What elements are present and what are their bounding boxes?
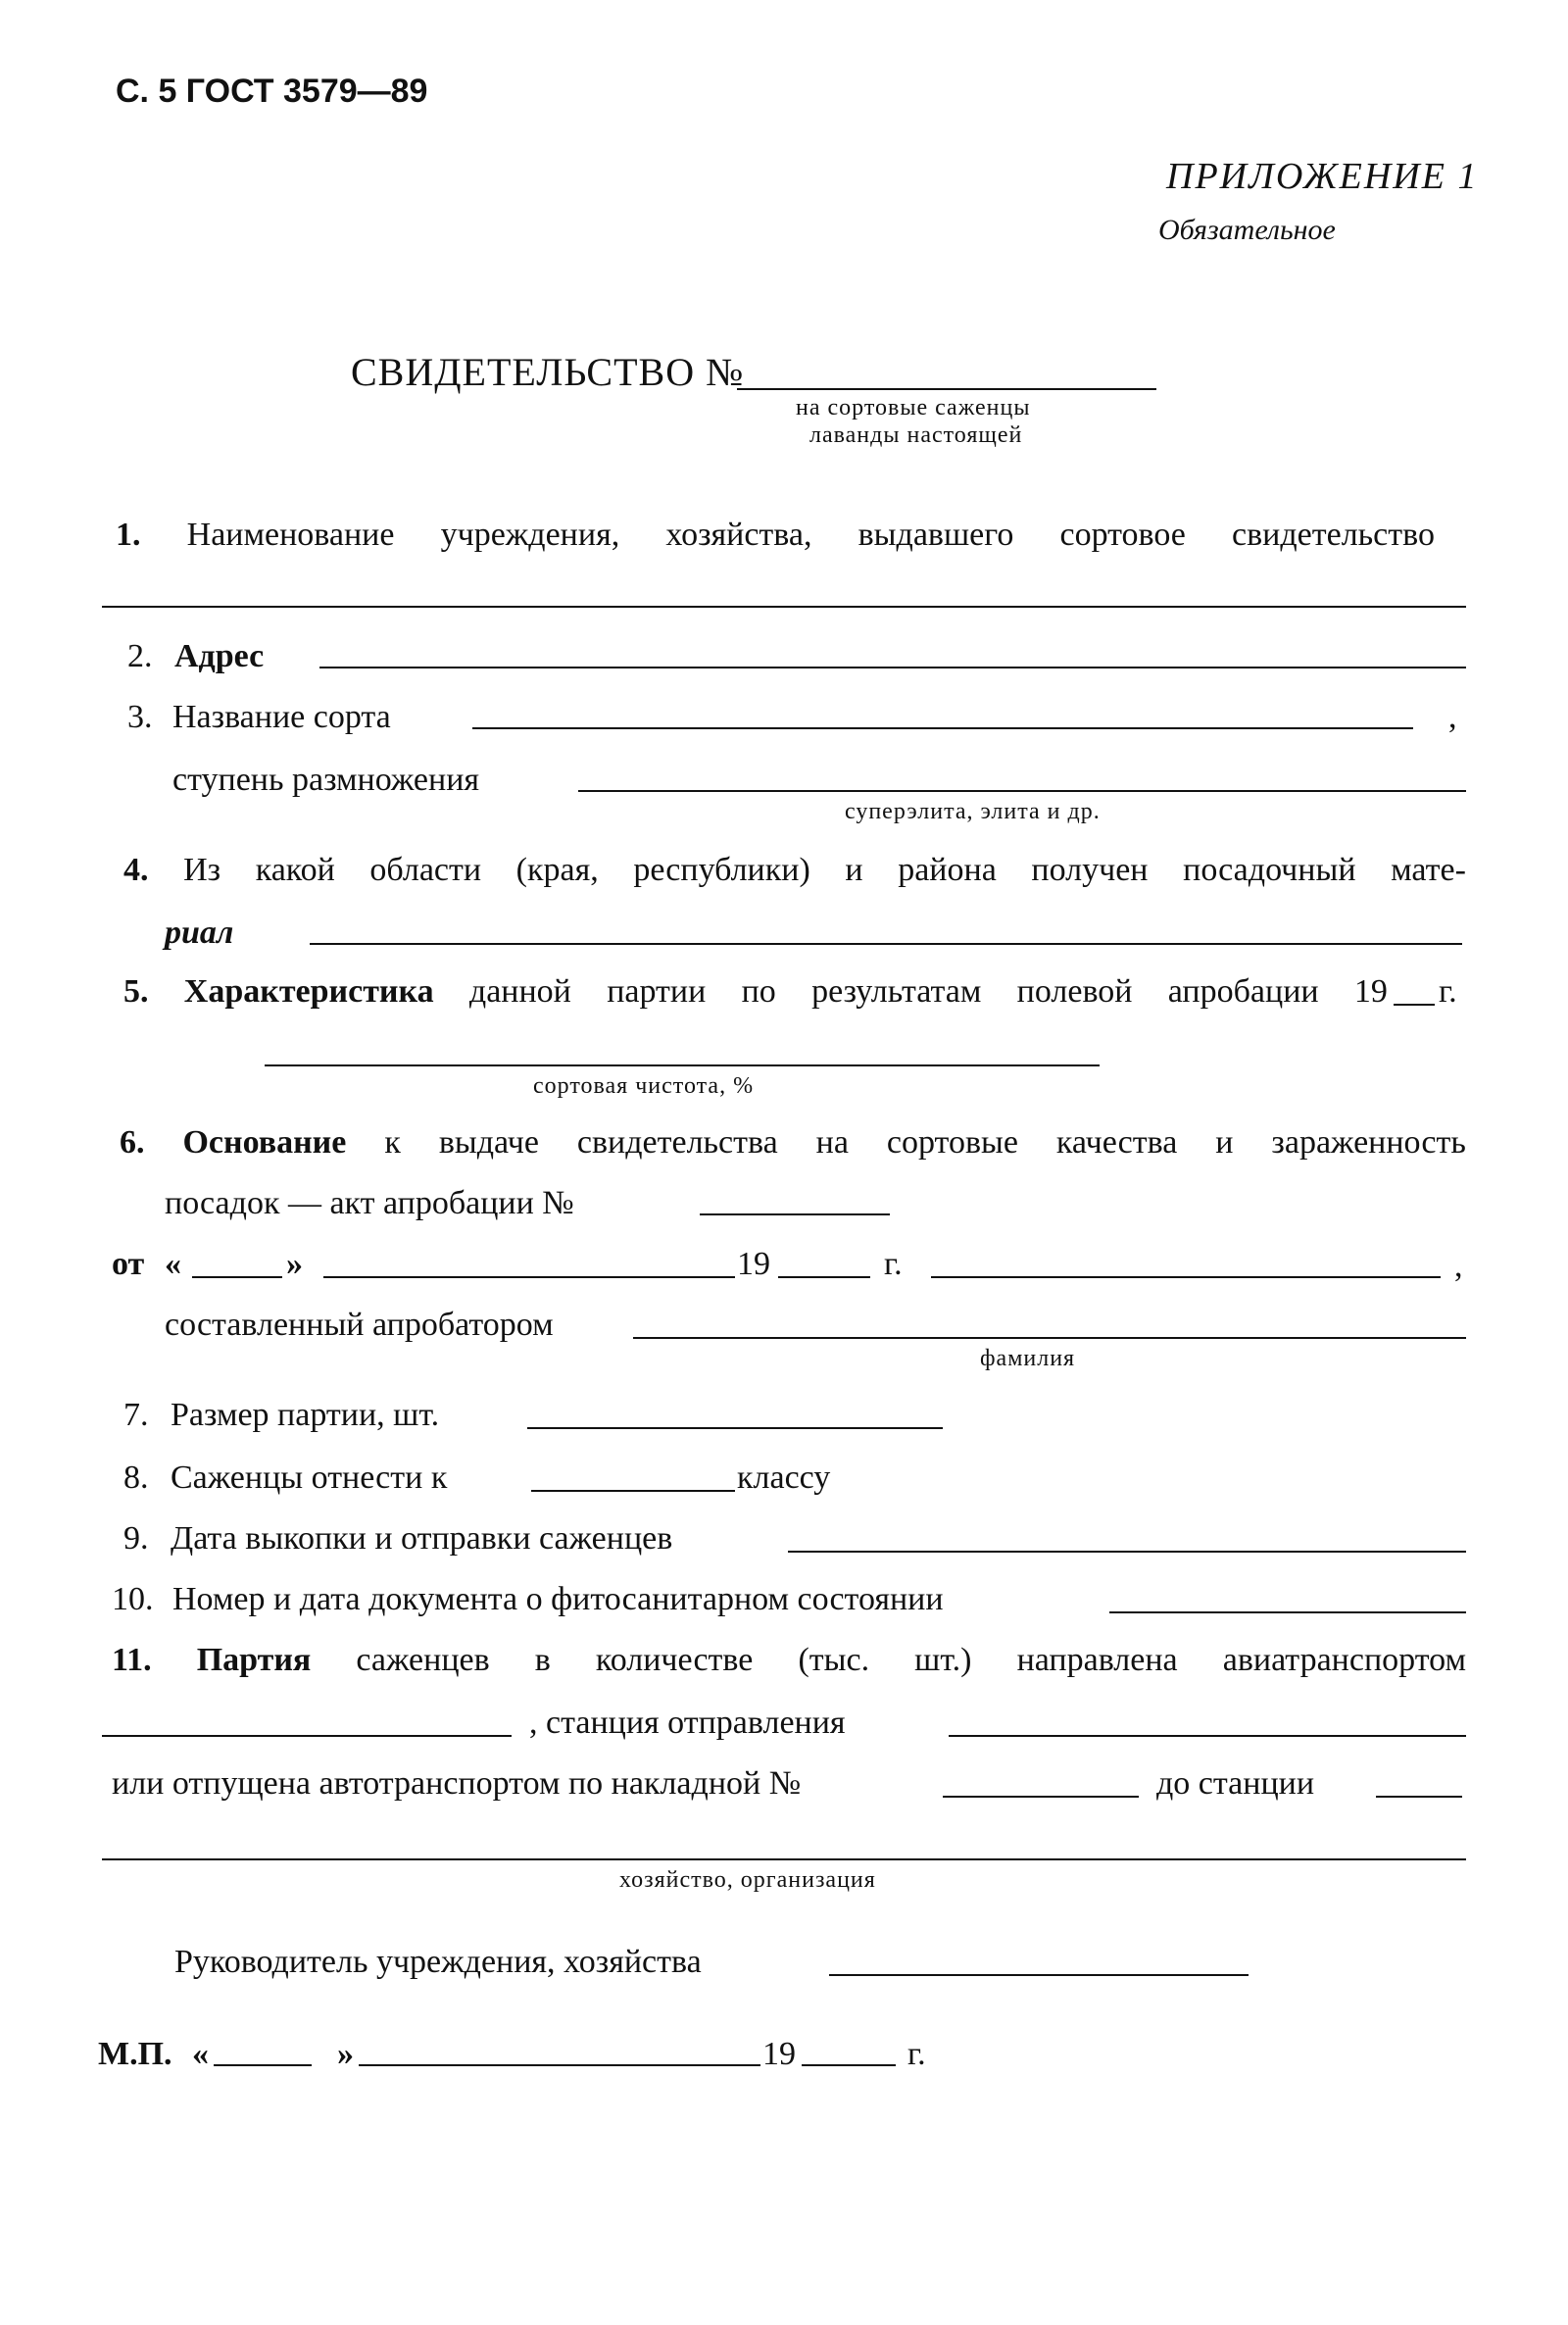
item-1-word: учреждения,: [440, 517, 620, 553]
item-11-word: количестве: [595, 1642, 754, 1678]
item-6-year-suffix: г.: [884, 1246, 903, 1282]
item-4-word: посадочный: [1183, 852, 1356, 888]
item-11-station-label: , станция отправления: [529, 1705, 846, 1741]
item-10-number: 10.: [112, 1581, 154, 1617]
footer-head-line[interactable]: [829, 1974, 1249, 1976]
footer-year-prefix: 19: [762, 2036, 796, 2072]
item-5-word: данной: [468, 973, 571, 1010]
item-6-number: 6.: [120, 1124, 145, 1161]
item-11-waybill-line[interactable]: [943, 1796, 1139, 1798]
footer-head-label: Руководитель учреждения, хозяйства: [174, 1944, 702, 1980]
item-11-word: шт.): [914, 1642, 972, 1678]
item-11-org-line[interactable]: [102, 1858, 1466, 1860]
appendix-title: ПРИЛОЖЕНИЕ 1: [1166, 156, 1479, 197]
item-3-label: Название сорта: [172, 699, 391, 735]
item-11-word: Партия: [196, 1642, 312, 1678]
item-1-text: [116, 516, 1435, 555]
item-2-number: 2.: [127, 638, 153, 674]
item-8-class-line[interactable]: [531, 1490, 735, 1492]
item-3-comma: ,: [1448, 699, 1457, 735]
item-3-line[interactable]: [472, 727, 1413, 729]
item-4-word: республики): [633, 852, 810, 888]
item-6-left-quote: «: [165, 1246, 181, 1282]
page-reference: С. 5 ГОСТ 3579—89: [116, 73, 428, 110]
item-6-act-number-line[interactable]: [700, 1213, 890, 1215]
item-5-number: 5.: [123, 973, 149, 1010]
item-7-line[interactable]: [527, 1427, 943, 1429]
item-6-word: к: [384, 1124, 401, 1161]
item-4-continuation: риал: [165, 915, 234, 951]
footer-left-quote: «: [192, 2036, 209, 2072]
item-6-word: качества: [1055, 1124, 1178, 1161]
item-11-to-station-line[interactable]: [1376, 1796, 1462, 1798]
item-11-hint: хозяйство, организация: [619, 1867, 876, 1893]
footer-right-quote: »: [337, 2036, 354, 2072]
item-7-label: Размер партии, шт.: [171, 1397, 440, 1433]
item-6-comma: ,: [1454, 1248, 1463, 1284]
item-1-word: сортовое: [1059, 517, 1186, 553]
item-4-word: области: [369, 852, 482, 888]
item-5-word: апробации: [1167, 973, 1319, 1010]
appendix-status: Обязательное: [1158, 214, 1336, 246]
item-11-word: саженцев: [356, 1642, 490, 1678]
item-6-word: и: [1215, 1124, 1234, 1161]
item-5-word: результатам: [811, 973, 982, 1010]
item-5-text: [123, 972, 1388, 1012]
item-11-text: [112, 1641, 1466, 1680]
item-5-hint: сортовая чистота, %: [533, 1073, 755, 1099]
item-4-word: мате-: [1391, 852, 1466, 888]
item-3-sub-line[interactable]: [578, 790, 1466, 792]
item-8-number: 8.: [123, 1459, 149, 1496]
item-6-right-quote: »: [286, 1246, 303, 1282]
item-5-year-suffix: г.: [1439, 973, 1457, 1010]
item-6-year-line[interactable]: [778, 1276, 870, 1278]
certificate-subtitle-1: на сортовые саженцы: [796, 395, 1031, 420]
item-11-word: авиатранспортом: [1222, 1642, 1466, 1678]
item-6-word: Основание: [182, 1124, 347, 1161]
item-5-word: 19: [1353, 973, 1388, 1010]
footer-year-suffix: г.: [907, 2036, 926, 2072]
item-6-word: зараженность: [1271, 1124, 1466, 1161]
item-2-label: Адрес: [174, 638, 265, 674]
item-6-compiled-label: составленный апробатором: [165, 1307, 554, 1343]
item-1-line[interactable]: [102, 606, 1466, 608]
footer-stamp-mark: М.П.: [98, 2036, 172, 2072]
item-9-number: 9.: [123, 1520, 149, 1557]
item-4-line[interactable]: [310, 943, 1462, 945]
item-4-word: района: [898, 852, 997, 888]
item-3-hint: суперэлита, элита и др.: [845, 799, 1101, 824]
item-3-sub-label: ступень размножения: [172, 762, 480, 798]
item-6-day-line[interactable]: [192, 1276, 282, 1278]
footer-day-line[interactable]: [214, 2064, 312, 2066]
footer-month-line[interactable]: [359, 2064, 760, 2066]
item-10-line[interactable]: [1109, 1611, 1466, 1613]
item-5-word: по: [741, 973, 776, 1010]
item-11-station-line[interactable]: [949, 1735, 1466, 1737]
item-4-word: (края,: [515, 852, 599, 888]
item-11-or-label: или отпущена автотранспортом по накладной №: [112, 1765, 802, 1802]
item-4-word: и: [845, 852, 863, 888]
item-1-word: выдавшего: [858, 517, 1014, 553]
item-6-month-line[interactable]: [323, 1276, 735, 1278]
footer-year-line[interactable]: [802, 2064, 896, 2066]
item-5-year-line[interactable]: [1394, 1004, 1435, 1006]
item-11-word: в: [534, 1642, 551, 1678]
item-6-word: на: [815, 1124, 849, 1161]
item-2-line[interactable]: [319, 667, 1466, 668]
item-5-word: Характеристика: [183, 973, 434, 1010]
certificate-number-line[interactable]: [737, 388, 1156, 390]
item-3-number: 3.: [127, 699, 153, 735]
item-6-hint: фамилия: [980, 1346, 1076, 1371]
certificate-title: СВИДЕТЕЛЬСТВО №: [351, 350, 745, 394]
item-8-suffix: классу: [737, 1459, 831, 1496]
item-4-word: Из: [183, 852, 221, 888]
item-1-word: свидетельство: [1232, 517, 1435, 553]
item-6-place-line[interactable]: [931, 1276, 1441, 1278]
item-4-word: получен: [1031, 852, 1149, 888]
item-6-act-label: посадок — акт апробации №: [165, 1185, 574, 1221]
item-6-year-prefix: 19: [737, 1246, 770, 1282]
item-1-number: 1.: [116, 517, 141, 553]
item-6-inspector-line[interactable]: [633, 1337, 1466, 1339]
item-6-text: [120, 1123, 1466, 1162]
item-7-number: 7.: [123, 1397, 149, 1433]
item-11-word: направлена: [1016, 1642, 1178, 1678]
item-5-word: полевой: [1016, 973, 1133, 1010]
item-5-word: партии: [607, 973, 707, 1010]
item-8-label: Саженцы отнести к: [171, 1459, 448, 1496]
item-1-word: хозяйства,: [665, 517, 812, 553]
item-11-aviation-line[interactable]: [102, 1735, 512, 1737]
certificate-subtitle-2: лаванды настоящей: [809, 422, 1023, 448]
item-11-to-station-label: до станции: [1156, 1765, 1315, 1802]
item-9-line[interactable]: [788, 1551, 1466, 1553]
item-6-from: от: [112, 1246, 145, 1282]
item-6-word: свидетельства: [576, 1124, 778, 1161]
item-11-number: 11.: [112, 1642, 152, 1678]
item-11-word: (тыс.: [798, 1642, 870, 1678]
item-9-label: Дата выкопки и отправки саженцев: [171, 1520, 673, 1557]
item-4-text: [123, 851, 1466, 890]
item-6-word: выдаче: [438, 1124, 539, 1161]
item-6-word: сортовые: [886, 1124, 1018, 1161]
item-4-word: какой: [255, 852, 335, 888]
item-1-word: Наименование: [186, 517, 395, 553]
item-10-label: Номер и дата документа о фитосанитарном состоянии: [172, 1581, 944, 1617]
item-5-purity-line[interactable]: [265, 1064, 1100, 1066]
item-4-number: 4.: [123, 852, 149, 888]
